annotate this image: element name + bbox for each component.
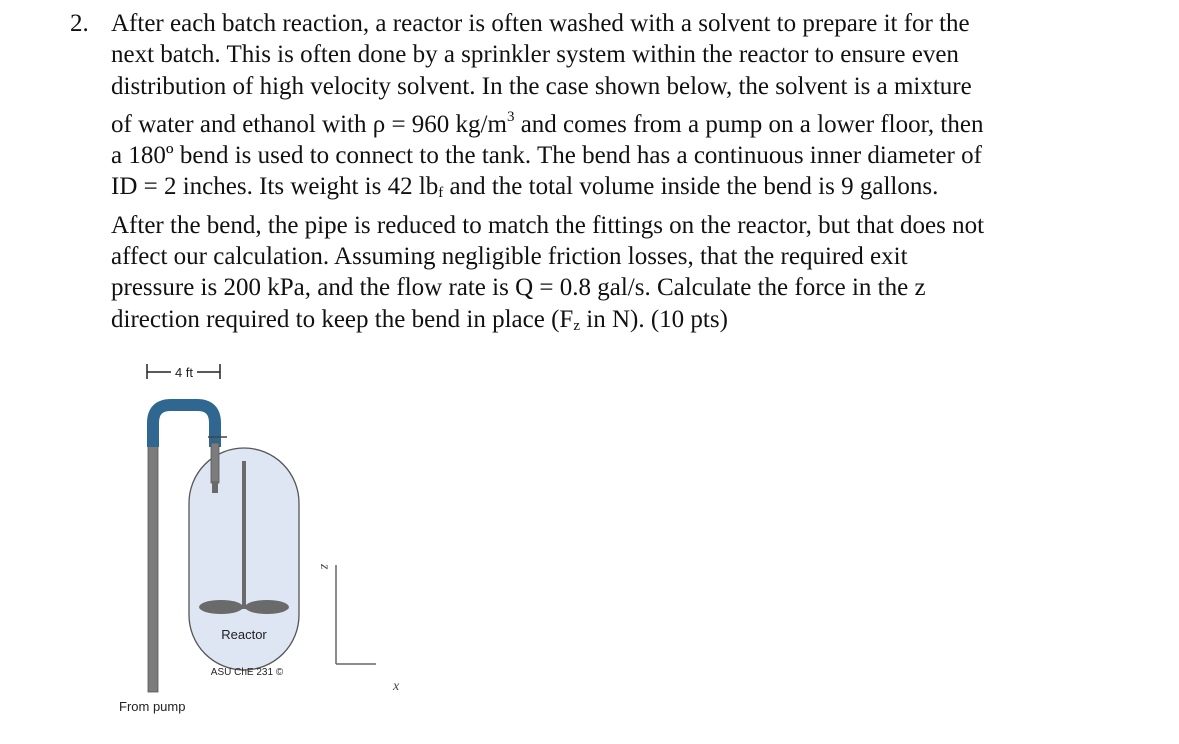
problem-line-9: pressure is 200 kPa, and the flow rate is Q = 0.8 gal/s. Calculate the force in the z [111, 274, 926, 302]
pipe-bend [153, 405, 215, 447]
lbf-subscript: f [438, 185, 444, 202]
impeller-blade-right [245, 600, 289, 614]
problem-line-1: After each batch reaction, a reactor is often washed with a solvent to prepare it for the [111, 10, 970, 37]
sprinkler-nozzle [212, 481, 218, 493]
problem-line-2: next batch. This is often done by a sprinkler system within the reactor to ensure even [111, 41, 959, 69]
fz-subscript: z [573, 317, 581, 334]
copyright-label: ASU ChE 231 © [210, 667, 284, 678]
force-text-tail: in N). (10 pts) [580, 305, 728, 333]
axis-z-label: z [317, 564, 332, 570]
problem-line-5: a 180º bend is used to connect to the tank. The bend has a continuous inner diameter of [111, 142, 982, 170]
problem-text [111, 8, 1151, 342]
weight-text-tail: and the total volume inside the bend is 9 gallons. [443, 173, 939, 201]
density-text: of water and ethanol with ρ = 960 kg/m [111, 110, 507, 138]
density-text-tail: and comes from a pump on a lower floor, then [514, 110, 984, 138]
problem-number: 2. [70, 10, 89, 37]
coordinate-axes [317, 563, 400, 694]
inlet-pipe [211, 443, 219, 483]
axis-x-label: x [393, 679, 400, 694]
impeller-blade-left [199, 600, 243, 614]
force-text: direction required to keep the bend in place (F [111, 305, 574, 333]
reactor-label: Reactor [221, 627, 267, 642]
problem-line-3: distribution of high velocity solvent. In the case shown below, the solvent is a mixture [111, 72, 972, 100]
from-pump-label: From pump [119, 699, 186, 714]
weight-text: ID = 2 inches. Its weight is 42 lb [111, 173, 439, 201]
problem-line-4 [111, 102, 1151, 140]
problem-line-8: affect our calculation. Assuming negligible friction losses, that the required exit [111, 243, 908, 271]
cubed-superscript: 3 [506, 108, 515, 125]
problem-line-6 [111, 171, 1151, 209]
agitator-shaft [242, 461, 246, 609]
problem-line-10 [111, 304, 1151, 342]
dimension-marker [147, 364, 220, 380]
dimension-label: 4 ft [174, 365, 194, 380]
problem-line-7: After the bend, the pipe is reduced to match the fittings on the reactor, but that does not [111, 211, 985, 239]
reactor-diagram [105, 355, 425, 735]
supply-pipe [148, 446, 158, 692]
